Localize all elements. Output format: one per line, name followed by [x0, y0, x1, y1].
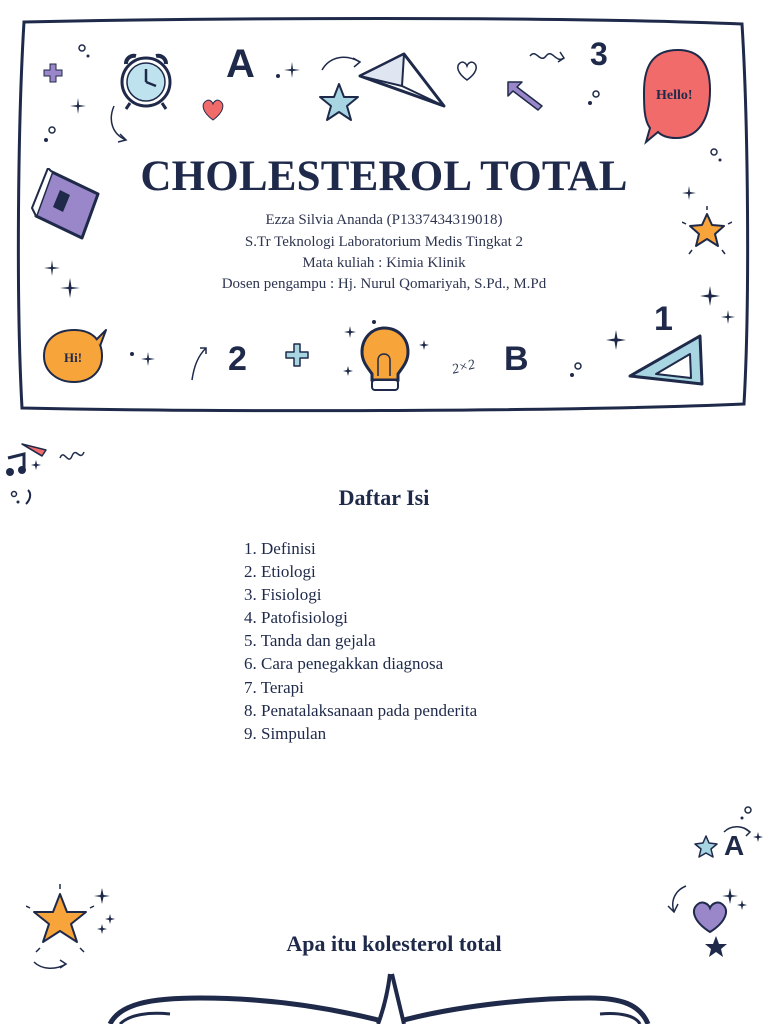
dots-icon [76, 42, 96, 62]
sparkle-icon [272, 60, 302, 82]
number-three-doodle: 3 [590, 36, 608, 72]
author-line: Ezza Silvia Ananda (P1337434319018) [265, 212, 503, 228]
toc-list [244, 537, 477, 745]
star-icon [318, 82, 360, 122]
program-line: S.Tr Teknologi Laboratorium Medis Tingkat 2 [244, 234, 524, 250]
dots-icon [566, 360, 586, 380]
section-heading: Apa itu kolesterol total [286, 931, 502, 956]
alarm-clock-icon [108, 46, 180, 112]
number-one-doodle: 1 [654, 300, 673, 338]
curved-arrow-icon [188, 344, 212, 382]
toc-item: 9. Simpulan [244, 723, 327, 743]
toc-item: 5. Tanda dan gejala [244, 631, 376, 651]
paper-plane-icon [356, 50, 448, 110]
toc-item: 7. Terapi [244, 677, 304, 697]
letter-a-doodle: A [226, 42, 255, 86]
dots-icon [584, 88, 604, 108]
arrow-icon [502, 76, 546, 112]
toc-heading: Daftar Isi [338, 485, 430, 510]
lecturer-line: Dosen pengampu : Hj. Nurul Qomariyah, S.Pd., M.Pd [221, 276, 547, 292]
number-two-doodle: 2 [228, 340, 247, 378]
sparkle-icon [606, 330, 626, 350]
dots-icon [40, 124, 60, 146]
sparkle-icon [700, 286, 736, 326]
page-title: CHOLESTEROL TOTAL [140, 153, 628, 200]
heart-outline-icon [454, 60, 480, 82]
letter-b-doodle: B [504, 340, 529, 378]
math-doodle: 2×2 [450, 357, 477, 378]
hello-bubble-text: Hello! [656, 88, 693, 103]
toc-item: 6. Cara penegakkan diagnosa [244, 654, 444, 674]
toc-item: 3. Fisiologi [244, 585, 322, 605]
sparkle-icon [44, 260, 84, 300]
heart-icon [200, 98, 226, 122]
banner-doodle [0, 968, 768, 1024]
sparkle-icon [128, 348, 158, 368]
toc-item: 2. Etiologi [244, 562, 316, 582]
star-icon [26, 884, 120, 974]
light-bulb-icon [342, 320, 432, 394]
hi-bubble-text: Hi! [64, 350, 83, 365]
sparkle-icon [70, 98, 86, 114]
plus-icon [42, 62, 64, 84]
plus-icon [284, 342, 310, 368]
title-slide [0, 0, 768, 420]
letter-a-doodle: A [724, 830, 745, 861]
squiggle-arrow-icon [528, 48, 568, 78]
curved-arrow-icon [108, 104, 132, 144]
toc-item: 4. Patofisiologi [244, 608, 348, 628]
triangle-ruler-icon [626, 332, 708, 388]
toc-item: 8. Penatalaksanaan pada penderita [244, 700, 478, 720]
course-line: Mata kuliah : Kimia Klinik [302, 255, 466, 271]
toc-item: 1. Definisi [244, 539, 316, 558]
